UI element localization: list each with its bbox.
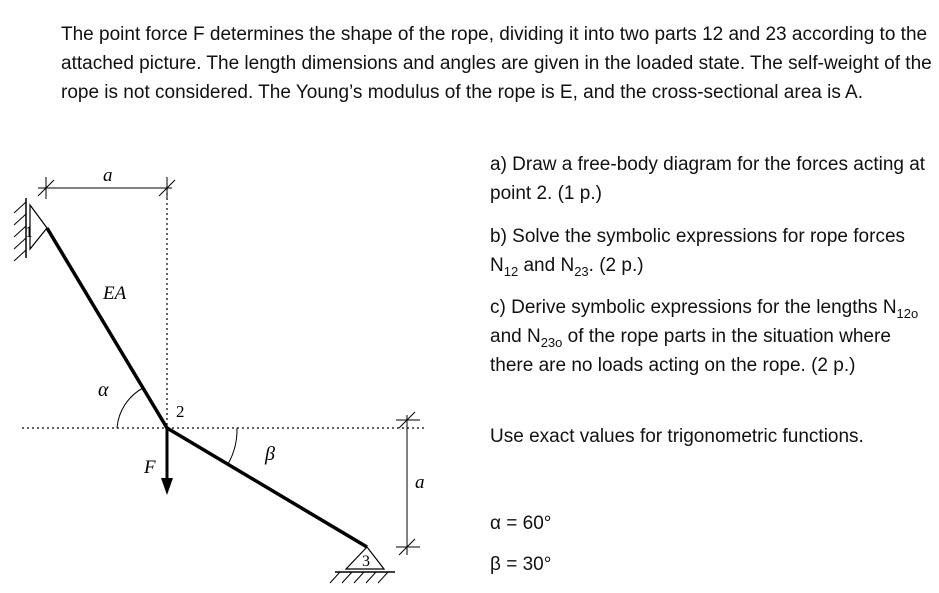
question-c: [490, 293, 935, 380]
node-1-label: 1: [25, 224, 33, 241]
question-c-sub-23o: 23o: [540, 334, 563, 350]
question-b-suffix: . (2 p.): [588, 255, 644, 276]
question-b-sub-12: 12: [503, 263, 519, 279]
problem-statement: The point force F determines the shape of the rope, dividing it into two parts 12 and 23 according to the attached picture. The length dimensions and angles are given in the loaded state. The self-weight of the rope is not considered. The Young’s modulus of the rope is E, and the cross-sectional area is A.: [61, 24, 932, 103]
force-label: F: [144, 457, 156, 478]
question-b-prefix: b) Solve the symbolic expressions for rope forces N: [490, 226, 906, 276]
top-dimension-label: a: [103, 165, 113, 186]
right-dimension: [396, 412, 425, 555]
support-3: [330, 547, 395, 583]
alpha-label: α: [98, 379, 109, 401]
question-c-prefix: c) Derive symbolic expressions for the lengths N: [490, 297, 897, 318]
right-dimension-label: a: [415, 472, 425, 493]
node-2-label: 2: [176, 402, 185, 421]
support-1: [14, 198, 47, 261]
rope-label-ea: EA: [103, 283, 127, 304]
angle-alpha-arc: [117, 388, 143, 428]
question-b-sub-23: 23: [574, 263, 589, 279]
node-3-label: 3: [362, 553, 370, 570]
question-c-suffix: of the rope parts in the situation where there are no loads acting on the rope. (2 p.): [490, 326, 891, 376]
force-arrow-f: [143, 428, 173, 495]
beta-label: β: [265, 443, 275, 465]
given-beta: β = 30°: [490, 554, 552, 575]
question-b: [490, 222, 935, 280]
angle-beta-arc: [228, 428, 237, 464]
question-c-sub-12o: 12o: [896, 305, 919, 321]
question-c-mid: and N: [490, 326, 541, 347]
top-dimension: [38, 165, 175, 199]
exact-values-note: Use exact values for trigonometric functions.: [490, 426, 864, 447]
question-b-mid: and N: [518, 255, 575, 276]
rope-figure: [0, 150, 480, 593]
given-alpha: α = 60°: [490, 513, 552, 534]
question-a: a) Draw a free-body diagram for the forces acting at point 2. (1 p.): [490, 154, 926, 204]
